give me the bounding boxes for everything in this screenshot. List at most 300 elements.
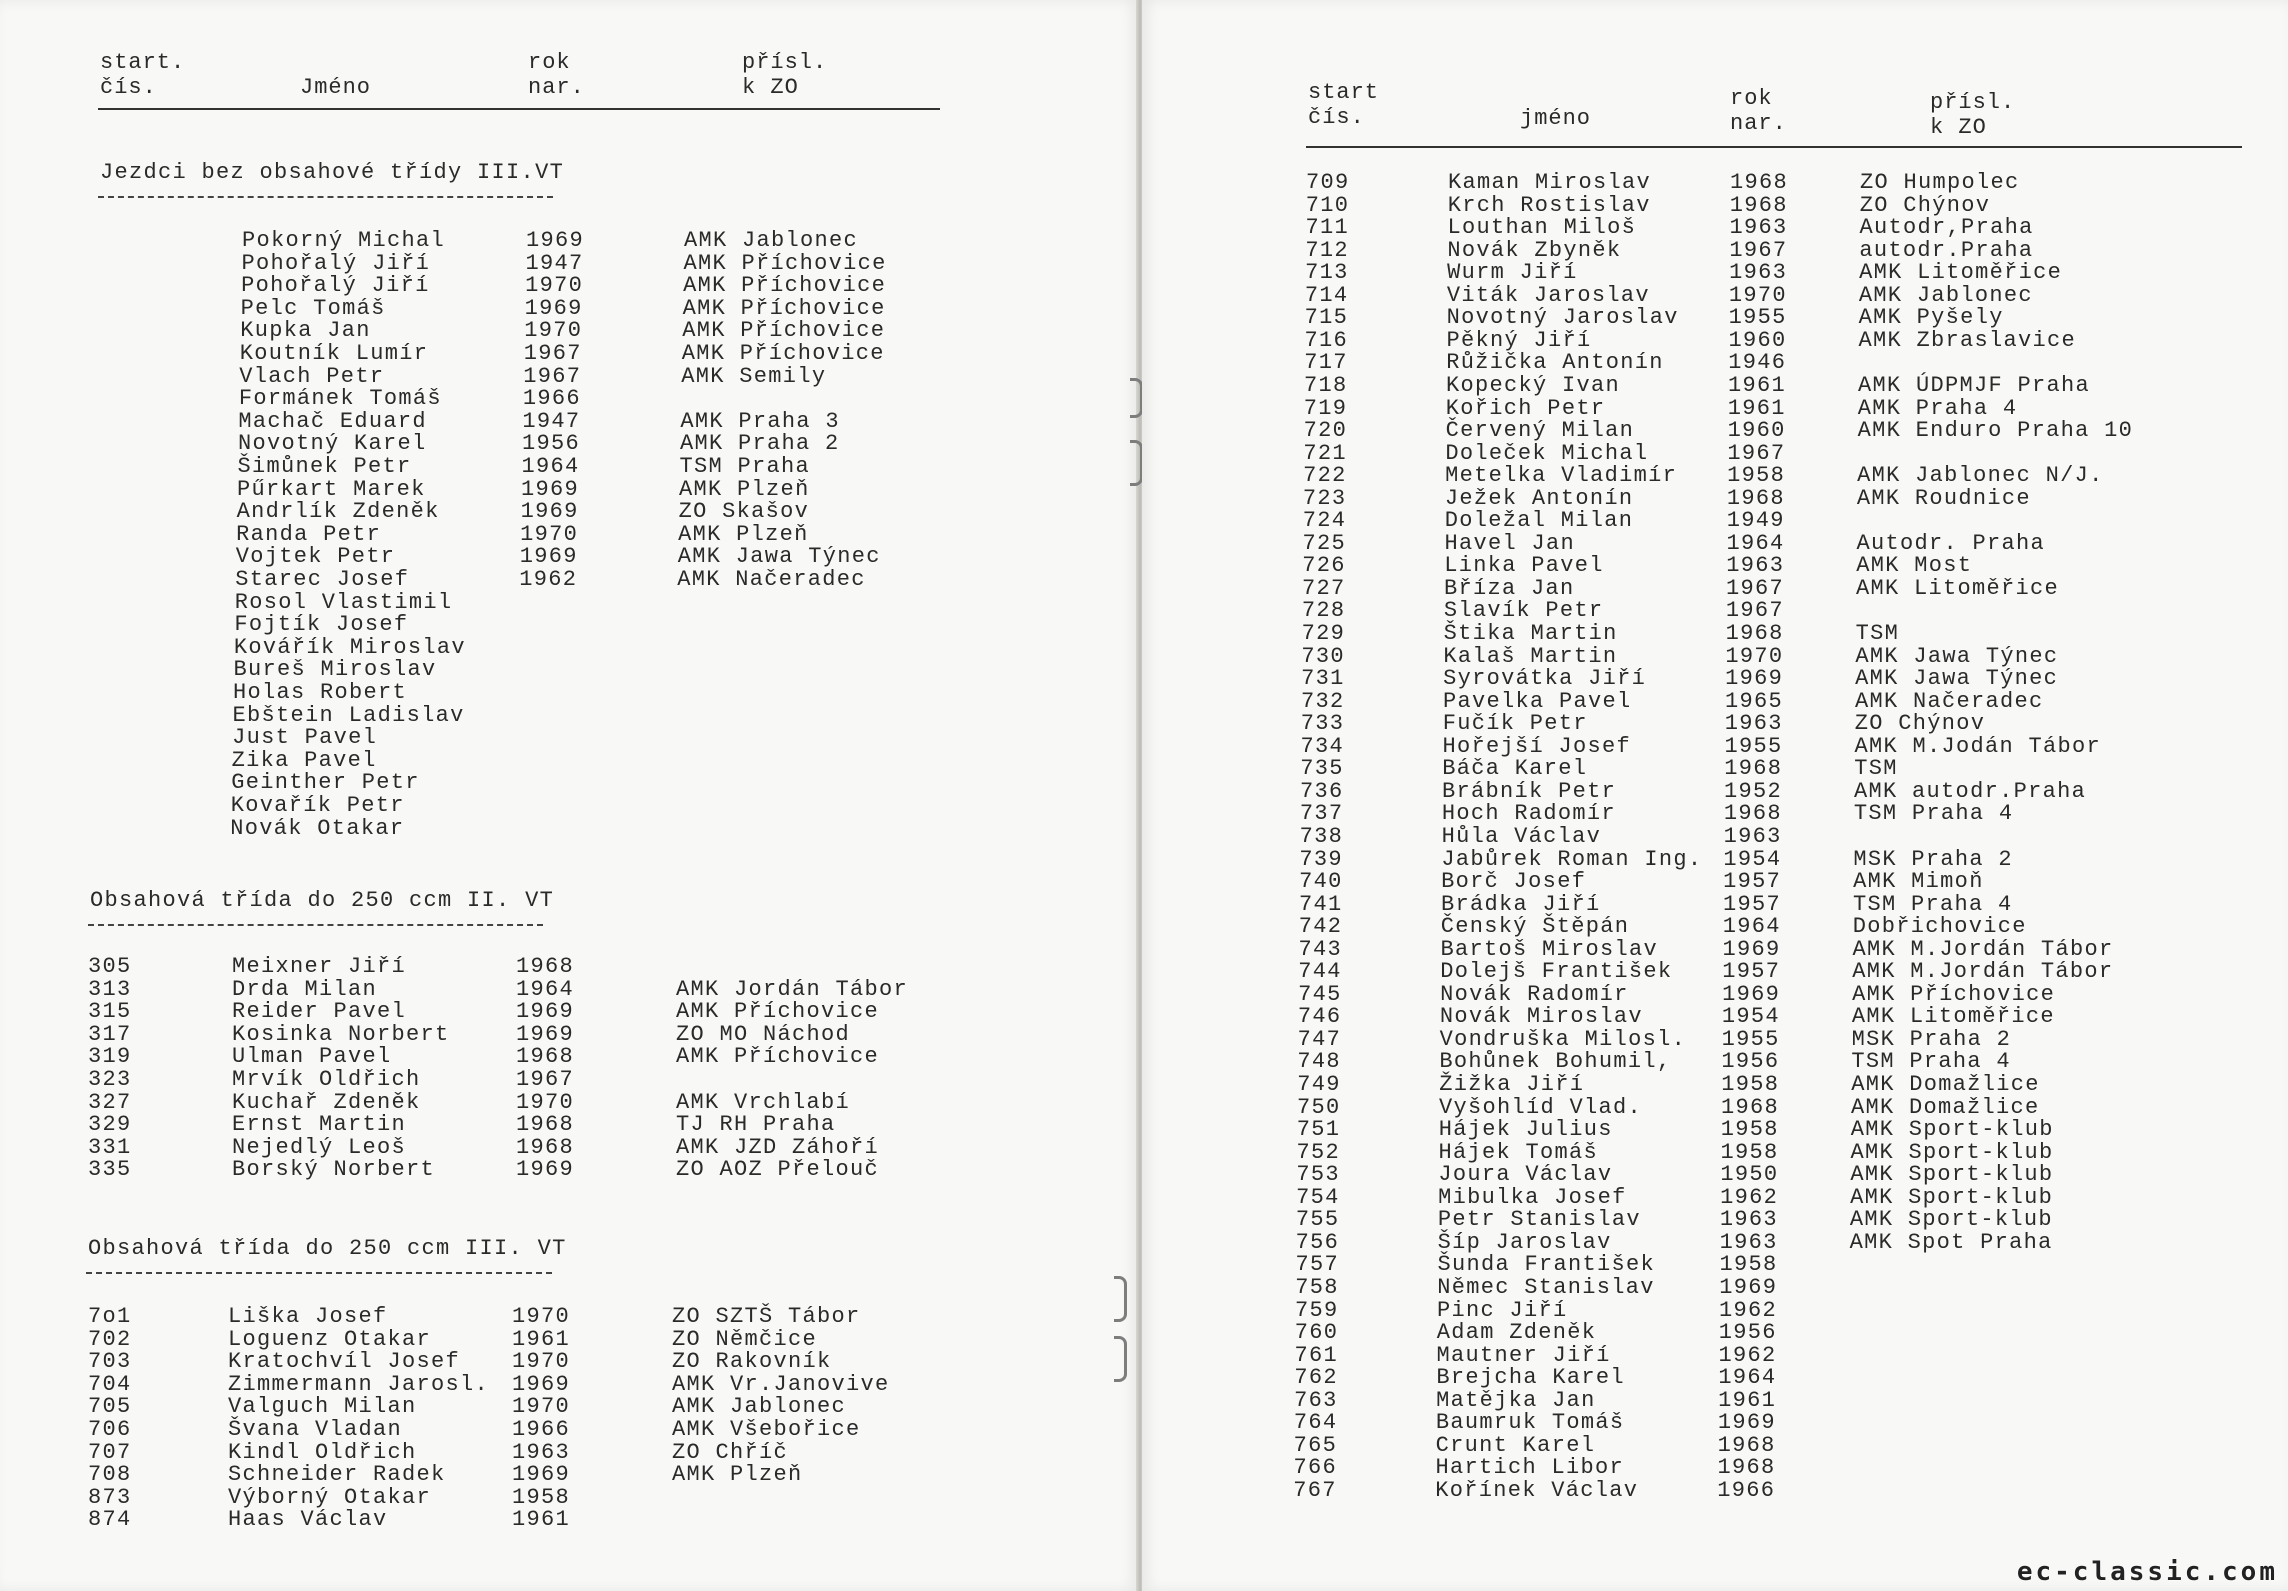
club-name: AMK Příchovice <box>1852 981 2056 1007</box>
club-name: autodr.Praha <box>1859 237 2034 263</box>
birth-year: 1970 <box>1728 282 1787 308</box>
club-name: MSK Praha 2 <box>1853 846 2013 872</box>
rider-name: Mrvík Oldřich <box>232 1067 421 1092</box>
staple-bottom-1 <box>1114 1276 1127 1322</box>
rider-name: Doleček Michal <box>1445 440 1649 466</box>
birth-year: 1963 <box>1724 711 1783 737</box>
birth-year: 1968 <box>1726 485 1785 511</box>
club-name: AMK Příchovice <box>676 999 880 1025</box>
start-number: 704 <box>88 1371 132 1397</box>
club-name: AMK Litoměřice <box>1851 1004 2055 1030</box>
birth-year: 1963 <box>1729 215 1788 241</box>
rider-name: Kovařík Petr <box>230 793 405 818</box>
club-name: ZO Chýnov <box>1859 192 1991 218</box>
club-name: AMK Zbraslavice <box>1858 327 2076 353</box>
start-number: 718 <box>1304 372 1348 398</box>
watermark: ec-classic.com <box>2016 1557 2278 1587</box>
birth-year: 1969 <box>512 1371 571 1397</box>
birth-year: 1956 <box>521 431 580 457</box>
birth-year: 1970 <box>1725 643 1784 669</box>
start-number: 753 <box>1296 1162 1340 1188</box>
birth-year: 1967 <box>1725 598 1784 624</box>
club-name: AMK Pyšely <box>1858 305 2004 331</box>
section-rule <box>88 924 543 926</box>
rider-name: Mibulka Josef <box>1438 1184 1627 1210</box>
rider-name: Baumruk Tomáš <box>1435 1410 1625 1436</box>
birth-year: 1958 <box>1720 1117 1779 1143</box>
club-name: MSK Praha 2 <box>1851 1026 2012 1052</box>
section-title: Jezdci bez obsahové třídy III.VT <box>100 160 565 185</box>
start-number: 331 <box>88 1134 132 1160</box>
rider-name: Kořínek Václav <box>1435 1477 1639 1503</box>
start-number: 738 <box>1299 823 1344 849</box>
start-number: 722 <box>1303 463 1347 489</box>
birth-year: 1966 <box>522 386 581 412</box>
start-number: 712 <box>1305 237 1349 263</box>
rider-name: Kratochvíl Josef <box>228 1349 461 1375</box>
birth-year: 1946 <box>1728 350 1787 376</box>
birth-year: 1957 <box>1722 891 1781 917</box>
start-number: 719 <box>1303 395 1348 421</box>
club-name: ZO Chýnov <box>1854 711 1986 737</box>
birth-year: 1961 <box>1728 372 1787 398</box>
start-number: 305 <box>88 954 132 979</box>
start-number: 730 <box>1301 643 1345 669</box>
rider-name: Hartich Libor <box>1435 1455 1624 1481</box>
birth-year: 1969 <box>1722 981 1781 1007</box>
rider-name: Novák Otakar <box>230 815 405 841</box>
birth-year: 1968 <box>516 1134 575 1160</box>
rider-name: Doležal Milan <box>1444 508 1634 534</box>
rider-name: Kosinka Norbert <box>232 1021 450 1047</box>
rider-name: Novák Radomír <box>1440 981 1629 1007</box>
birth-year: 1970 <box>524 318 583 344</box>
start-number: 758 <box>1295 1274 1339 1300</box>
birth-year: 1964 <box>1722 914 1781 940</box>
rider-name: Formánek Tomáš <box>238 386 442 412</box>
rider-name: Žižka Jiří <box>1439 1072 1585 1097</box>
club-name: AMK Jawa Týnec <box>1855 666 2059 692</box>
rider-name: Pavelka Pavel <box>1442 688 1632 714</box>
rider-name: Just Pavel <box>232 725 378 751</box>
club-name: AMK Semily <box>681 363 827 389</box>
birth-year: 1961 <box>1727 395 1786 421</box>
start-number: 317 <box>88 1021 132 1047</box>
rider-name: Kopecký Ivan <box>1446 372 1621 398</box>
start-number: 732 <box>1300 688 1345 714</box>
start-number: 765 <box>1293 1432 1338 1458</box>
club-name: AMK Most <box>1856 553 1973 579</box>
start-number: 709 <box>1306 170 1350 195</box>
club-name: AMK Vr.Janovive <box>672 1371 890 1397</box>
rider-name: Kindl Oldřich <box>228 1439 417 1465</box>
club-name: AMK Plzeň <box>678 521 809 547</box>
rider-name: Ježek Antonín <box>1444 485 1634 511</box>
start-number: 723 <box>1302 485 1347 511</box>
birth-year: 1957 <box>1723 869 1782 895</box>
birth-year: 1958 <box>1720 1139 1779 1165</box>
birth-year: 1970 <box>516 1089 575 1115</box>
birth-year: 1969 <box>520 499 579 525</box>
start-number: 721 <box>1303 440 1347 466</box>
club-name: AMK Litoměřice <box>1859 260 2063 286</box>
club-name: ZO Chříč <box>672 1439 789 1465</box>
rider-name: Hoch Radomír <box>1441 801 1616 827</box>
club-name: AMK Jablonec <box>672 1394 847 1420</box>
rider-name: Vyšohlíd Vlad. <box>1438 1094 1642 1120</box>
club-name: Autodr,Praha <box>1859 215 2034 241</box>
club-name: AMK Spot Praha <box>1849 1229 2053 1255</box>
start-number: 720 <box>1303 418 1348 444</box>
start-number: 740 <box>1299 869 1343 895</box>
club-name: AMK Jawa Týnec <box>1855 643 2059 669</box>
start-number: 702 <box>88 1326 132 1352</box>
birth-year: 1947 <box>525 250 584 276</box>
birth-year: 1969 <box>516 999 575 1025</box>
rider-name: Schneider Radek <box>228 1462 446 1488</box>
rider-name: Joura Václav <box>1438 1162 1613 1188</box>
rider-name: Pohořalý Jiří <box>241 250 431 276</box>
club-name: AMK Jordán Tábor <box>676 976 909 1002</box>
start-number: 750 <box>1296 1094 1341 1120</box>
birth-year: 1968 <box>1720 1094 1779 1120</box>
rider-name: Adam Zdeněk <box>1436 1320 1597 1346</box>
rider-name: Kalaš Martin <box>1443 643 1618 669</box>
rider-name: Metelka Vladimír <box>1445 463 1678 489</box>
start-number: 757 <box>1295 1252 1339 1278</box>
rider-name: Vojtek Petr <box>235 544 396 570</box>
club-name: AMK Sport-klub <box>1849 1207 2053 1233</box>
rider-name: Šunda František <box>1437 1252 1655 1278</box>
header-start-number: start. čís. <box>100 50 186 100</box>
header-rule <box>1306 146 2242 148</box>
start-number: 745 <box>1298 981 1342 1007</box>
rider-name: Kuchař Zdeněk <box>232 1089 421 1115</box>
start-number: 715 <box>1304 305 1349 331</box>
club-name: TSM Praha <box>679 454 811 479</box>
rider-name: Hůla Václav <box>1441 823 1602 849</box>
start-number: 729 <box>1301 621 1346 646</box>
rider-name: Starec Josef <box>235 567 410 592</box>
birth-year: 1969 <box>1717 1410 1776 1436</box>
rider-name: Pěkný Jiří <box>1446 327 1592 353</box>
birth-year: 1968 <box>516 954 575 979</box>
club-name: TSM <box>1854 756 1898 782</box>
rider-name: Brábník Petr <box>1442 778 1617 804</box>
club-name: AMK Domažlice <box>1850 1094 2040 1120</box>
club-name: AMK Příchovice <box>682 318 886 344</box>
rider-name: Pinc Jiří <box>1437 1297 1568 1323</box>
rider-name: Liška Josef <box>228 1304 388 1329</box>
start-number: 759 <box>1295 1297 1339 1323</box>
start-number: 717 <box>1304 350 1348 376</box>
club-name: AMK Příchovice <box>683 250 887 276</box>
rider-name: Novotný Karel <box>237 431 427 457</box>
rider-name: Šíp Jaroslav <box>1437 1229 1612 1255</box>
rider-name: Valguch Milan <box>228 1394 417 1420</box>
rider-name: Viták Jaroslav <box>1446 282 1650 308</box>
club-name: AMK Enduro Praha 10 <box>1857 418 2134 444</box>
club-name: AMK Příchovice <box>682 295 886 321</box>
start-number: 731 <box>1301 666 1345 692</box>
rider-name: Novák Zbyněk <box>1447 237 1622 263</box>
start-number: 743 <box>1298 936 1343 962</box>
header-name: Jméno <box>300 75 372 100</box>
birth-year: 1968 <box>516 1112 575 1138</box>
birth-year: 1958 <box>1721 1072 1780 1097</box>
club-name: AMK Domažlice <box>1851 1072 2040 1097</box>
start-number: 323 <box>88 1067 132 1092</box>
birth-year: 1967 <box>1729 237 1788 263</box>
rider-name: Růžička Antonín <box>1446 350 1664 376</box>
rider-name: Machač Eduard <box>238 408 427 434</box>
rider-name: Slavík Petr <box>1443 598 1604 624</box>
club-name: Autodr. Praha <box>1856 530 2045 556</box>
birth-year: 1969 <box>516 1157 575 1183</box>
birth-year: 1961 <box>512 1326 571 1352</box>
rider-name: Novotný Jaroslav <box>1446 305 1679 331</box>
start-number: 315 <box>88 999 132 1025</box>
start-number: 742 <box>1298 914 1343 940</box>
rider-name: Fojtík Josef <box>234 612 409 638</box>
rider-name: Ulman Pavel <box>232 1044 392 1070</box>
start-number: 734 <box>1300 733 1345 759</box>
rider-name: Hájek Tomáš <box>1438 1139 1599 1165</box>
birth-year: 1963 <box>1726 553 1785 579</box>
rider-name: Vondruška Milosl. <box>1439 1026 1687 1052</box>
start-number: 713 <box>1305 260 1349 286</box>
club-name: AMK Sport-klub <box>1850 1184 2054 1210</box>
start-number: 763 <box>1294 1387 1338 1413</box>
start-number: 761 <box>1294 1342 1339 1368</box>
birth-year: 1968 <box>1717 1455 1776 1481</box>
start-number: 766 <box>1293 1455 1337 1481</box>
rider-name: Výborný Otakar <box>228 1484 432 1510</box>
club-name: AMK Praha 3 <box>680 408 840 434</box>
club-name: AMK M.Jordán Tábor <box>1852 936 2114 962</box>
rider-name: Louthan Miloš <box>1447 215 1637 241</box>
rider-name: Nejedlý Leoš <box>232 1134 407 1160</box>
rider-name: Andrlík Zdeněk <box>236 499 440 525</box>
birth-year: 1963 <box>512 1439 571 1465</box>
birth-year: 1966 <box>1717 1477 1776 1503</box>
birth-year: 1955 <box>1721 1026 1780 1052</box>
club-name: AMK Praha 4 <box>1857 395 2018 421</box>
rider-name: Zika Pavel <box>231 747 377 773</box>
birth-year: 1964 <box>1726 530 1785 556</box>
club-name: AMK Mimoň <box>1853 869 1984 895</box>
rider-name: Syrovátka Jiří <box>1443 666 1647 692</box>
section-title: Obsahová třída do 250 ccm II. VT <box>90 888 555 913</box>
birth-year: 1964 <box>521 454 580 479</box>
rider-name: Borský Norbert <box>232 1157 436 1183</box>
start-number: 767 <box>1293 1477 1337 1503</box>
club-name: AMK Plzeň <box>679 476 810 502</box>
rider-name: Rosol Vlastimil <box>234 589 453 615</box>
birth-year: 1962 <box>1718 1342 1777 1368</box>
rider-name: Randa Petr <box>236 521 382 547</box>
birth-year: 1966 <box>512 1417 571 1442</box>
rider-name: Pűrkart Marek <box>237 476 426 502</box>
birth-year: 1968 <box>1723 801 1782 827</box>
birth-year: 1968 <box>1724 756 1783 782</box>
birth-year: 1967 <box>1727 440 1786 466</box>
rider-name: Dolejš František <box>1440 959 1673 985</box>
club-name: AMK ÚDPMJF Praha <box>1858 372 2091 398</box>
birth-year: 1956 <box>1718 1320 1777 1346</box>
birth-year: 1954 <box>1721 1004 1780 1030</box>
start-number: 705 <box>88 1394 132 1420</box>
birth-year: 1960 <box>1728 327 1787 353</box>
club-name: AMK Jablonec <box>684 228 859 253</box>
club-name: TSM Praha 4 <box>1853 801 2014 827</box>
rider-name: Holas Robert <box>233 680 408 705</box>
start-number: 756 <box>1295 1229 1340 1255</box>
birth-year: 1969 <box>1722 936 1781 962</box>
section-rule <box>98 196 553 198</box>
rider-name: Haas Václav <box>228 1507 388 1533</box>
start-number: 726 <box>1302 553 1346 579</box>
rider-name: Ernst Martin <box>232 1112 407 1138</box>
rider-name: Kupka Jan <box>240 318 371 344</box>
club-name: AMK Sport-klub <box>1850 1162 2054 1188</box>
club-name: AMK Praha 2 <box>679 431 840 457</box>
birth-year: 1970 <box>520 521 579 547</box>
start-number: 873 <box>88 1484 132 1510</box>
rider-name: Šimůnek Petr <box>237 454 412 479</box>
start-number: 711 <box>1305 215 1350 241</box>
club-name: ZO AOZ Přelouč <box>676 1157 880 1183</box>
start-number: 748 <box>1297 1049 1341 1075</box>
birth-year: 1968 <box>516 1044 575 1070</box>
birth-year: 1964 <box>516 976 575 1002</box>
birth-year: 1955 <box>1724 733 1783 759</box>
club-name: AMK Všebořice <box>672 1417 861 1442</box>
club-name: AMK Načeradec <box>1854 688 2044 714</box>
rider-name: Němec Stanislav <box>1437 1274 1655 1300</box>
rider-name: Zimmermann Jarosl. <box>228 1371 490 1397</box>
rider-name: Jabůrek Roman Ing. <box>1441 846 1703 872</box>
birth-year: 1969 <box>1725 666 1784 692</box>
rider-name: Ebštein Ladislav <box>232 702 465 728</box>
rider-name: Pelc Tomáš <box>240 295 386 321</box>
start-number: 874 <box>88 1507 132 1533</box>
rider-name: Švana Vladan <box>228 1417 403 1442</box>
right-page <box>1142 0 2288 1591</box>
start-number: 744 <box>1298 959 1342 985</box>
birth-year: 1954 <box>1723 846 1782 872</box>
birth-year: 1963 <box>1719 1229 1778 1255</box>
club-name: AMK Litoměřice <box>1856 575 2060 601</box>
start-number: 7o1 <box>88 1304 132 1329</box>
birth-year: 1967 <box>523 341 582 366</box>
rider-name: Bříza Jan <box>1444 575 1575 601</box>
start-number: 749 <box>1297 1072 1341 1097</box>
birth-year: 1967 <box>1726 575 1785 601</box>
start-number: 752 <box>1296 1139 1341 1165</box>
start-number: 760 <box>1294 1320 1339 1346</box>
header-club: přísl. k ZO <box>1930 90 2016 140</box>
birth-year: 1961 <box>512 1507 571 1533</box>
rider-name: Štika Martin <box>1443 621 1618 646</box>
header-birth-year: rok nar. <box>1730 86 1787 136</box>
club-name: AMK Načeradec <box>677 567 866 592</box>
birth-year: 1970 <box>512 1349 571 1375</box>
start-number: 710 <box>1305 192 1350 218</box>
rider-name: Bureš Miroslav <box>233 657 437 683</box>
start-number: 319 <box>88 1044 132 1070</box>
club-name: TSM <box>1855 621 1900 646</box>
start-number: 747 <box>1297 1026 1342 1052</box>
club-name: AMK M.Jordán Tábor <box>1852 959 2114 985</box>
birth-year: 1963 <box>1723 823 1782 849</box>
birth-year: 1970 <box>525 273 584 299</box>
club-name: AMK Příchovice <box>683 273 887 299</box>
start-number: 733 <box>1300 711 1345 737</box>
rider-name: Koutník Lumír <box>239 341 429 366</box>
header-rule <box>98 108 940 110</box>
club-name: ZO Němčice <box>672 1326 818 1352</box>
birth-year: 1969 <box>526 228 585 253</box>
club-name: TSM Praha 4 <box>1851 1049 2011 1075</box>
birth-year: 1967 <box>523 363 582 389</box>
birth-year: 1963 <box>1719 1207 1778 1233</box>
rider-name: Pohořalý Jiří <box>241 273 430 299</box>
birth-year: 1969 <box>521 476 580 502</box>
club-name: AMK Sport-klub <box>1850 1117 2054 1143</box>
start-number: 335 <box>88 1157 132 1183</box>
birth-year: 1964 <box>1718 1365 1777 1391</box>
rider-name: Borč Josef <box>1441 869 1587 895</box>
birth-year: 1957 <box>1722 959 1781 985</box>
club-name: ZO Skašov <box>678 499 810 525</box>
birth-year: 1969 <box>524 295 583 321</box>
birth-year: 1956 <box>1721 1049 1780 1075</box>
rider-name: Báča Karel <box>1442 756 1588 782</box>
rider-name: Crunt Karel <box>1435 1432 1596 1458</box>
rider-name: Hořejší Josef <box>1442 733 1632 759</box>
start-number: 746 <box>1297 1004 1342 1030</box>
club-name: AMK Roudnice <box>1856 485 2031 511</box>
birth-year: 1952 <box>1724 778 1783 804</box>
birth-year: 1962 <box>1720 1184 1779 1210</box>
club-name: AMK Vrchlabí <box>676 1089 851 1115</box>
rider-name: Vlach Petr <box>239 363 385 389</box>
birth-year: 1963 <box>1729 260 1788 286</box>
rider-name: Geinther Petr <box>231 770 420 796</box>
birth-year: 1960 <box>1727 418 1786 444</box>
rider-name: Brádka Jiří <box>1440 891 1601 917</box>
start-number: 716 <box>1304 327 1348 353</box>
staple-bottom-2 <box>1114 1336 1127 1382</box>
start-number: 754 <box>1296 1184 1340 1210</box>
start-number: 313 <box>88 976 132 1002</box>
header-start-number: start čís. <box>1308 80 1380 130</box>
club-name: AMK Sport-klub <box>1850 1139 2054 1165</box>
rider-name: Petr Stanislav <box>1437 1207 1641 1233</box>
birth-year: 1958 <box>512 1484 571 1510</box>
birth-year: 1955 <box>1728 305 1787 331</box>
club-name: AMK JZD Záhoří <box>676 1134 880 1160</box>
start-number: 755 <box>1295 1207 1340 1233</box>
start-number: 727 <box>1302 575 1346 601</box>
club-name: AMK M.Jodán Tábor <box>1854 733 2102 759</box>
start-number: 724 <box>1302 508 1347 534</box>
club-name: AMK Plzeň <box>672 1462 803 1488</box>
start-number: 703 <box>88 1349 132 1375</box>
start-number: 739 <box>1299 846 1343 872</box>
club-name: ZO Humpolec <box>1860 170 2020 195</box>
